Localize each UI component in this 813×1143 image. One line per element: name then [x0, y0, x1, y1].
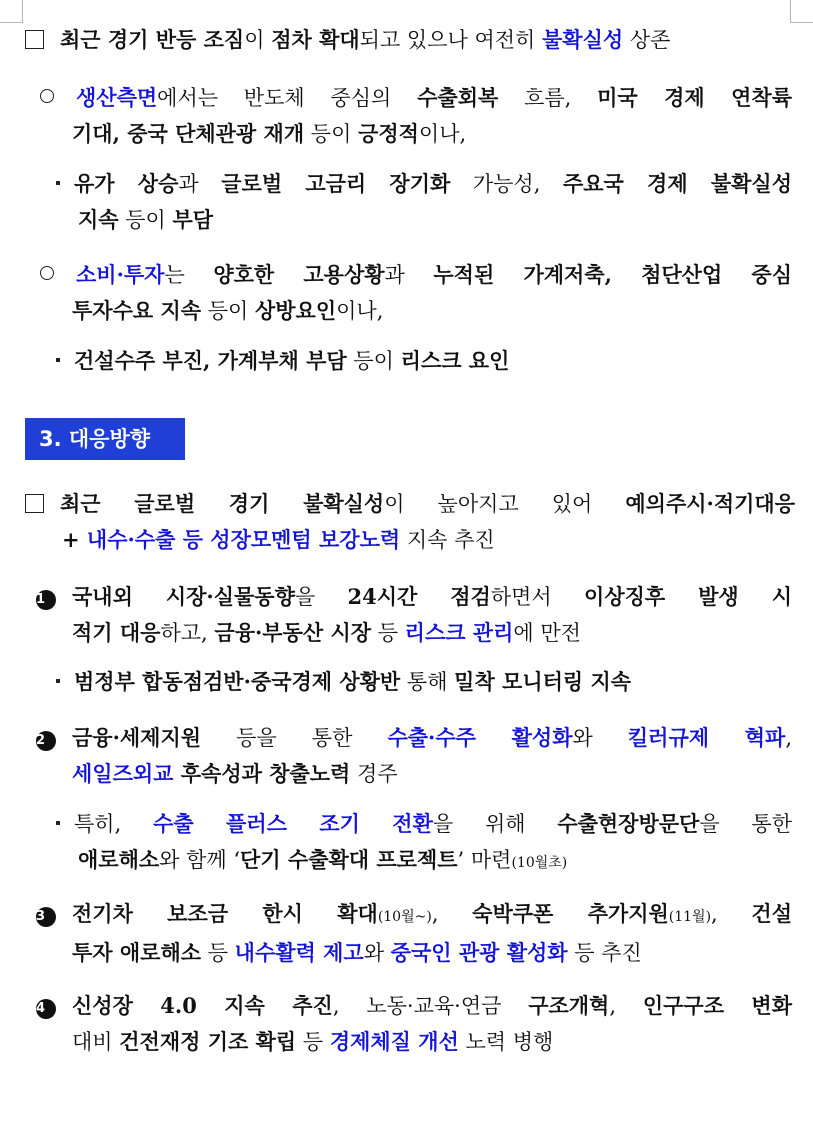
text: 등이 [304, 122, 359, 146]
text-bold: 지속 [78, 207, 119, 232]
text-highlight: 소비·투자 [76, 262, 165, 287]
text-bold: 글로벌 고금리 장기화 [221, 171, 451, 196]
bullet-response-intro [25, 486, 795, 558]
text-highlight: 리스크 관리 [404, 620, 514, 645]
dot-bullet-icon [56, 181, 60, 185]
text: 대비 [72, 1030, 120, 1054]
text-highlight: 중국인 관광 활성화 [390, 940, 568, 965]
dot-bullet-icon [56, 358, 60, 362]
text-bold: 긍정적 [358, 121, 419, 146]
bullet-production [40, 80, 792, 152]
text-bold: 상방요인 [254, 298, 337, 323]
text: 등 추진 [567, 941, 642, 965]
text-bold: 최근 경기 반등 조짐 [60, 27, 245, 52]
text: 과 [384, 263, 434, 287]
text-bold: + [62, 527, 87, 552]
text: , [431, 902, 473, 926]
text: 이나, [336, 299, 384, 323]
text-bold: 주요국 경제 불확실성 [562, 171, 792, 196]
text: 되고 있으나 여전히 [359, 28, 542, 52]
text-bold: 리스크 요인 [400, 348, 510, 373]
text: 에서는 반도체 중심의 [157, 86, 418, 110]
text-bold: 양호한 고용상황 [213, 262, 385, 287]
sub-bullet-monitoring [56, 664, 792, 700]
text: 지속 추진 [400, 528, 495, 552]
text-bold: 후속성과 창출노력 [173, 761, 351, 786]
text: 상존 [623, 28, 671, 52]
text: 등이 [118, 208, 173, 232]
text-bold: 투자 애로해소 [72, 940, 202, 965]
text: 통해 [400, 670, 455, 694]
text-bold: 점차 확대 [271, 27, 360, 52]
text-highlight: 수출 플러스 조기 전환 [153, 811, 433, 836]
text: 등 [296, 1030, 330, 1054]
text-bold: 수출현장방문단 [557, 811, 700, 836]
text: 는 [164, 263, 214, 287]
text-bold: 최근 글로벌 경기 불확실성 [60, 491, 385, 516]
text-bold: 유가 상승 [74, 171, 179, 196]
numbered-item-4 [36, 988, 792, 1060]
text-highlight: 경제체질 개선 [329, 1029, 459, 1054]
text-bold: 건설 [751, 901, 792, 926]
text-bold: 적기 대응 [72, 620, 161, 645]
number-badge-icon: 3 [36, 907, 56, 927]
text-bold: 24시간 점검 [347, 584, 491, 609]
text: 하고, [160, 621, 215, 645]
number-badge-icon: 2 [36, 731, 56, 751]
text: 노력 병행 [458, 1030, 554, 1054]
sub-bullet-burden [56, 166, 792, 238]
text-bold: 투자수요 지속 [72, 298, 202, 323]
dot-bullet-icon [56, 821, 60, 825]
text: , [785, 726, 793, 750]
text: , [609, 994, 643, 1018]
text-bold: 금융·세제지원 [72, 725, 202, 750]
text-highlight: 불확실성 [542, 27, 624, 52]
text-bold: 단기 수출확대 프로젝트 [240, 847, 458, 872]
text-highlight: 내수·수출 등 성장모멘텀 보강노력 [86, 527, 401, 552]
text-bold: 기대, 중국 단체관광 재개 [72, 121, 305, 146]
text: 흐름, [498, 86, 598, 110]
text-note: (11월) [668, 909, 712, 925]
square-bullet-icon [25, 494, 44, 513]
numbered-item-2 [36, 720, 792, 792]
text: 을 위해 [432, 812, 558, 836]
text: 과 [178, 172, 222, 196]
circle-bullet-icon [40, 89, 54, 103]
text-bold: 밀착 모니터링 지속 [454, 669, 632, 694]
text-bold: 숙박쿠폰 추가지원 [472, 901, 669, 926]
text: 을 [294, 585, 348, 609]
sub-bullet-export [56, 806, 792, 881]
text: 등 [201, 941, 235, 965]
text: ’ 마련 [457, 848, 512, 872]
text: 이나, [418, 122, 467, 146]
text-highlight: 내수활력 제고 [234, 940, 364, 965]
text-highlight: 킬러규제 혁파 [627, 725, 786, 750]
text-bold: 인구구조 변화 [642, 993, 792, 1018]
text: 을 통한 [699, 812, 792, 836]
text-bold: 구조개혁 [528, 993, 610, 1018]
text: 등이 [201, 299, 255, 323]
text: 에 만전 [513, 621, 581, 645]
text-bold: 누적된 가계저축, 첨단산업 중심 [433, 262, 793, 287]
text-bold: 범정부 합동점검반·중국경제 상황반 [74, 669, 401, 694]
text: 특히, [74, 812, 154, 836]
text-bold: 건전재정 기조 확립 [119, 1029, 297, 1054]
text: 등을 통한 [201, 726, 388, 750]
bullet-recovery-signs [25, 22, 795, 58]
page-corner-mark-right [790, 0, 813, 23]
text-bold: 이상징후 발생 시 [584, 584, 792, 609]
text: , 노동·교육·연금 [332, 994, 529, 1018]
number-badge-icon: 4 [36, 999, 56, 1019]
text-bold: 신성장 4.0 지속 추진 [72, 993, 333, 1018]
text: 와 함께 ‘ [159, 848, 241, 872]
text-highlight: 수출·수주 활성화 [387, 725, 573, 750]
number-badge-icon: 1 [36, 590, 56, 610]
circle-bullet-icon [40, 266, 54, 280]
text-bold: 수출회복 [417, 85, 499, 110]
text-highlight: 세일즈외교 [72, 761, 174, 786]
numbered-item-1 [36, 579, 792, 651]
bullet-consumption [40, 257, 792, 329]
text-note: (10월초) [511, 855, 568, 871]
page-corner-mark-left [0, 0, 23, 23]
text: 이 높아지고 있어 [384, 492, 626, 516]
text-bold: 건설수주 부진, 가계부채 부담 [74, 348, 347, 373]
text: , [711, 902, 752, 926]
section-heading: 3. 대응방향 [25, 418, 185, 460]
text: 가능성, [450, 172, 563, 196]
text: 와 [363, 941, 391, 965]
sub-bullet-risk [56, 343, 792, 379]
text-bold: 미국 경제 연착륙 [597, 85, 792, 110]
text: 하면서 [490, 585, 585, 609]
text-note: (10월~) [377, 909, 432, 925]
numbered-item-3 [36, 896, 792, 971]
text: 등이 [346, 349, 401, 373]
text-bold: 전기차 보조금 한시 확대 [72, 901, 378, 926]
text: 경주 [350, 762, 398, 786]
text-bold: 예의주시·적기대응 [625, 491, 795, 516]
dot-bullet-icon [56, 679, 60, 683]
text-bold: 금융·부동산 시장 [214, 620, 372, 645]
text-bold: 애로해소 [78, 847, 160, 872]
text: 이 [244, 28, 272, 52]
text-bold: 국내외 시장·실물동향 [72, 584, 295, 609]
text: 와 [572, 726, 628, 750]
text: 등 [371, 621, 405, 645]
text-highlight: 생산측면 [76, 85, 158, 110]
text-bold: 부담 [172, 207, 214, 232]
square-bullet-icon [25, 30, 44, 49]
